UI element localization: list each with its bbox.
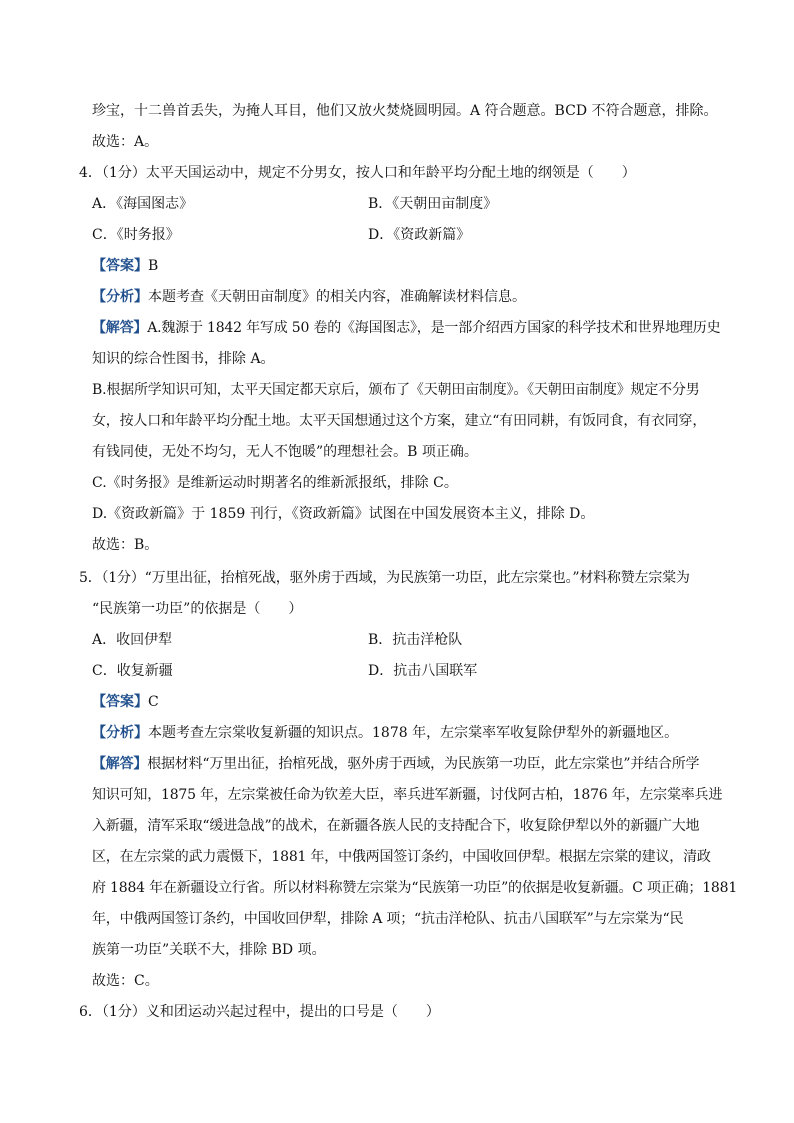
solution-line: 府 1884 年在新疆设立行省。所以材料称赞左宗棠为“民族第一功臣”的依据是收复新疆。C 项正确；1881 [92,880,738,896]
analysis-text: 本题考查《天朝田亩制度》的相关内容，准确解读材料信息。 [148,289,526,305]
solution-text: A.魏源于 1842 年写成 50 卷的《海国图志》，是一部介绍西方国家的科学技术和世界地理历史 [147,320,721,336]
solution-tag: 【解答】 [92,756,148,772]
q4-option-d: D．《资政新篇》 [368,227,471,243]
q4-option-b: B．《天朝田亩制度》 [368,196,498,212]
solution-tag: 【解答】 [92,320,148,336]
solution-text: 根据材料“万里出征，抬棺死战，驱外虏于西域，为民族第一功臣，此左宗棠也”并结合所学 [147,756,700,772]
q5-option-d: D．抗击八国联军 [368,663,478,679]
solution-line: B.根据所学知识可知，太平天国定都天京后，颁布了《天朝田亩制度》。《天朝田亩制度》规定不分男 [92,382,700,398]
answer-value: B [148,258,159,274]
q4-solution [92,313,720,344]
q5-analysis [92,718,678,749]
answer-value: C [148,694,159,710]
solution-line: 女，按人口和年龄平均分配土地。太平天国想通过这个方案，建立“有田同耕，有饭同食，有衣同穿， [92,413,707,429]
q4-option-c: C．《时务报》 [92,227,180,243]
analysis-tag: 【分析】 [92,725,148,741]
q5-option-c: C．收复新疆 [92,663,173,679]
q6-stem: 6．（1分）义和团运动兴起过程中，提出的口号是（ ） [79,1004,440,1020]
q4-stem: 4．（1分）太平天国运动中，规定不分男女，按人口和年龄平均分配土地的纲领是（ ） [79,165,636,181]
analysis-tag: 【分析】 [92,289,148,305]
q5-stem: 5．（1分）“万里出征，抬棺死战，驱外虏于西域，为民族第一功臣，此左宗棠也。”材料称赞左宗棠为 [79,570,690,586]
q5-choice: 故选：C。 [92,973,159,989]
continued-text: 珍宝，十二兽首丢失，为掩人耳目，他们又放火焚烧圆明园。A 符合题意。BCD 不符合题意，排除。 [92,103,718,119]
analysis-text: 本题考查左宗棠收复新疆的知识点。1878 年，左宗棠率军收复除伊犁外的新疆地区。 [148,725,679,741]
solution-line: 知识的综合性图书，排除 A。 [92,351,275,367]
q3-choice: 故选：A。 [92,134,159,150]
solution-line: 族第一功臣”关联不大，排除 BD 项。 [92,942,326,958]
answer-tag: 【答案】 [92,258,148,274]
q5-solution [92,749,699,780]
q5-answer [92,687,159,718]
q4-answer [92,251,158,282]
q5-option-a: A．收回伊犁 [92,632,173,648]
solution-line: 入新疆，清军采取“缓进急战”的战术，在新疆各族人民的支持配合下，收复除伊犁以外的新疆广大地 [92,818,700,834]
solution-line: 年，中俄两国签订条约，中国收回伊犁，排除 A 项；“抗击洋枪队、抗击八国联军”与左宗棠为“民 [92,911,684,927]
q4-choice: 故选：B。 [92,537,159,553]
q5-stem-cont: “民族第一功臣”的依据是（ ） [92,601,303,617]
q4-analysis [92,282,526,313]
solution-line: C.《时务报》是维新运动时期著名的维新派报纸，排除 C。 [92,475,458,491]
solution-line: 有钱同使，无处不均匀，无人不饱暖”的理想社会。B 项正确。 [92,444,478,460]
solution-line: 区，在左宗棠的武力震慑下，1881 年，中俄两国签订条约，中国收回伊犁。根据左宗棠的建议，清政 [92,849,711,865]
solution-line: D.《资政新篇》于 1859 刊行，《资政新篇》试图在中国发展资本主义，排除 D。 [92,506,595,522]
q4-option-a: A．《海国图志》 [92,196,194,212]
q5-option-b: B．抗击洋枪队 [368,632,463,648]
answer-tag: 【答案】 [92,694,148,710]
solution-line: 知识可知，1875 年，左宗棠被任命为钦差大臣，率兵进军新疆，讨伐阿古柏，1876 年，左宗棠率兵进 [92,787,723,803]
